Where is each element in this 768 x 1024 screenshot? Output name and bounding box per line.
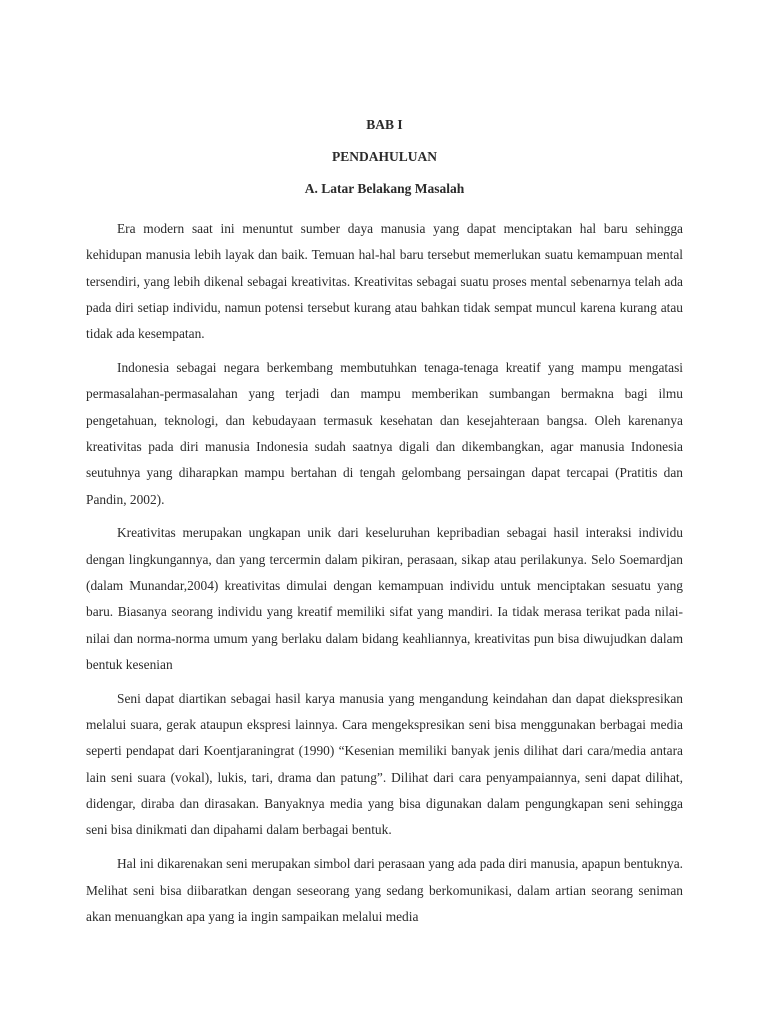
- section-heading: A. Latar Belakang Masalah: [304, 181, 465, 196]
- page-content: [86, 109, 683, 938]
- paragraph: Seni dapat diartikan sebagai hasil karya manusia yang mengandung keindahan dan dapat diekspresikan melalui suara, gerak ataupun ekspresi lainnya. Cara mengekspresikan seni bisa menggunakan berbagai media seperti pendapat dari Koentjaraningrat (1990) “Kesenian memiliki banyak jenis dilihat dari cara/media antara lain seni suara (vokal), lukis, tari, drama dan patung”. Dilihat dari cara penyampaiannya, seni dapat dilihat, didengar, diraba dan dirasakan. Banyaknya media yang bisa digunakan dalam pengungkapan seni sehingga seni bisa dinikmati dan dipahami dalam berbagai bentuk.: [86, 690, 683, 838]
- paragraph: Indonesia sebagai negara berkembang membutuhkan tenaga-tenaga kreatif yang mampu mengatasi permasalahan-permasalahan yang terjadi dan mampu memberikan sumbangan bermakna bagi ilmu pengetahuan, teknologi, dan kebudayaan termasuk kesehatan dan kesejahteraan bangsa. Oleh karenanya kreativitas pada diri manusia Indonesia sudah saatnya digali dan dikembangkan, agar manusia Indonesia seutuhnya yang diharapkan mampu bertahan di tengah gelombang persaingan dapat tercapai (Pratitis dan Pandin, 2002).: [86, 360, 683, 507]
- chapter-title: PENDAHULUAN: [331, 149, 437, 164]
- body-text: [86, 216, 683, 930]
- paragraph: Kreativitas merupakan ungkapan unik dari keseluruhan kepribadian sebagai hasil interaksi individu dengan lingkungannya, dan yang tercermin dalam pikiran, perasaan, sikap atau perilakunya. Selo Soemardjan (dalam Munandar,2004) kreativitas dimulai dengan kemampuan individu untuk menciptakan sesuatu yang baru. Biasanya seorang individu yang kreatif memiliki sifat yang mandiri. Ia tidak merasa terikat pada nilai-nilai dan norma-norma umum yang berlaku dalam bidang keahliannya, kreativitas pun bisa diwujudkan dalam bentuk kesenian: [86, 525, 683, 672]
- paragraph: Era modern saat ini menuntut sumber daya manusia yang dapat menciptakan hal baru sehingga kehidupan manusia lebih layak dan baik. Temuan hal-hal baru tersebut memerlukan suatu kemampuan mental tersendiri, yang lebih dikenal sebagai kreativitas. Kreativitas sebagai suatu proses mental sebenarnya telah ada pada diri setiap individu, namun potensi tersebut kurang atau bahkan tidak sempat muncul karena kurang atau tidak ada kesempatan.: [86, 221, 683, 342]
- paragraph: Hal ini dikarenakan seni merupakan simbol dari perasaan yang ada pada diri manusia, apapun bentuknya. Melihat seni bisa diibaratkan dengan seseorang yang sedang berkomunikasi, dalam artian seorang seniman akan menuangkan apa yang ia ingin sampaikan melalui media: [86, 856, 683, 924]
- chapter-label: BAB I: [366, 117, 403, 132]
